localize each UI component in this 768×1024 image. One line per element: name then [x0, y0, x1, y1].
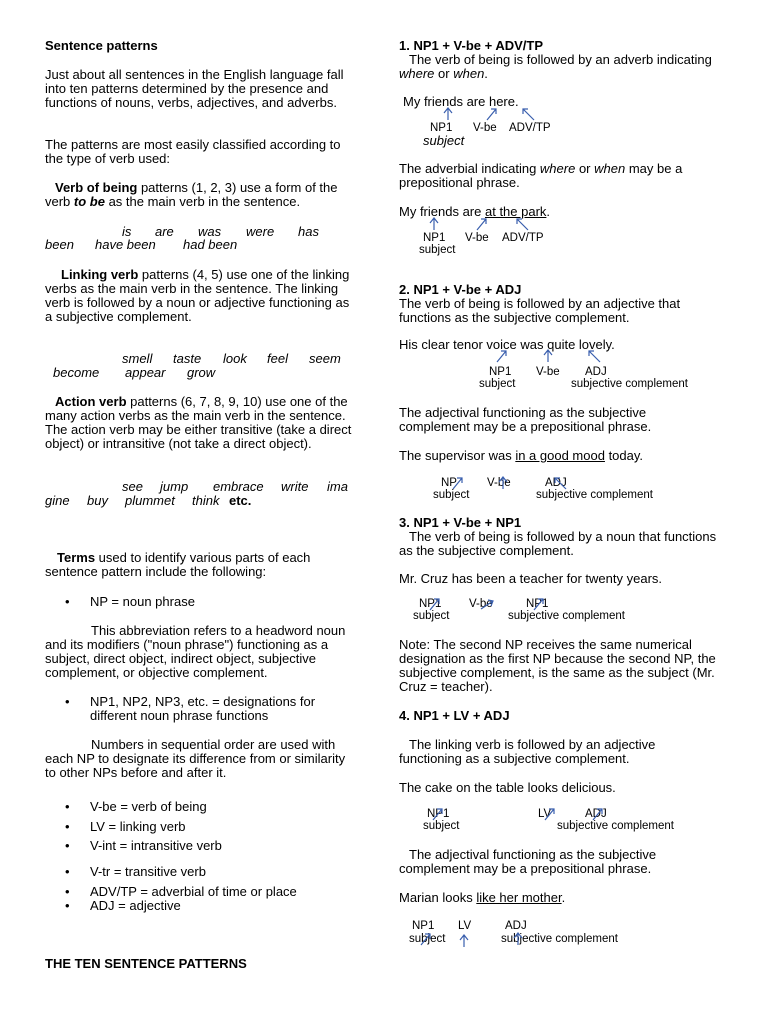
label-subject: subject — [409, 933, 446, 945]
arrow-up-icon — [530, 597, 548, 611]
label-lv: LV — [538, 808, 552, 820]
abbrev-bullet-item: • ADV/TP = adverbial of time or place — [65, 884, 297, 899]
np-explain-paragraph: This abbreviation refers to a headword noun and its modifiers ("noun phrase") functioning as a subject, direct object, indirect object, subjective complement, or objective complement. — [45, 623, 346, 680]
label-subjective-complement: subjective complement — [501, 933, 618, 945]
arrow-up-icon — [494, 476, 512, 490]
abbrev-bullet-item: • V-tr = transitive verb — [65, 864, 206, 879]
pattern-3-note: Note: The second NP receives the same numerical designation as the first NP because the second NP, the subjective complement, is the same as the subject (Mr. Cruz = teacher). — [399, 637, 716, 694]
arrow-up-icon — [449, 476, 467, 490]
label-subjective-complement: subjective complement — [571, 378, 688, 390]
action-verb-term: Action verb — [55, 394, 127, 409]
label-subject: subject — [419, 244, 456, 256]
pattern-4-title: 4. NP1 + LV + ADJ — [399, 708, 510, 723]
label-np1: NP1 — [526, 598, 549, 610]
arrow-up-icon — [427, 807, 450, 821]
pattern-4-description: The linking verb is followed by an adjective functioning as a subjective complement. — [399, 737, 656, 766]
pattern-1-description: The verb of being is followed by an adverb indicating where or when. — [399, 52, 712, 81]
label-v-be: V-be — [465, 232, 489, 244]
label-np1: NP1 — [419, 598, 442, 610]
pattern-3-example: Mr. Cruz has been a teacher for twenty years. — [399, 571, 663, 586]
label-subjective-complement: subjective complement — [536, 489, 653, 501]
label-subjective-complement: subjective complement — [508, 610, 625, 622]
label-subject: subject — [423, 820, 460, 832]
arrow-up-icon — [417, 932, 435, 946]
linking-verb-paragraph: Linking verb patterns (4, 5) use one of the linking verbs as the main verb in the sentence. The linking verb is followed by a noun or adjective functioning as a subjective complement. — [45, 267, 350, 324]
arrow-up-icon — [439, 107, 457, 121]
arrow-up-icon — [585, 349, 603, 363]
arrow-up-icon — [509, 932, 527, 946]
pattern-2-note: The adjectival functioning as the subjective complement may be a prepositional phrase. — [399, 405, 652, 434]
pattern-4-example-1: The cake on the table looks delicious. — [399, 780, 616, 795]
ten-patterns-heading: THE TEN SENTENCE PATTERNS — [45, 956, 247, 971]
verb-of-being-paragraph: Verb of being patterns (1, 2, 3) use a form of the verb to be as the main verb in the sentence. — [45, 180, 338, 209]
arrow-up-icon — [513, 217, 531, 231]
arrow-up-icon — [551, 476, 569, 490]
label-np1: NP1 — [427, 808, 450, 820]
label-v-be: V-be — [473, 122, 497, 134]
pattern-1-note: The adverbial indicating where or when may be a prepositional phrase. — [399, 161, 683, 190]
classified-paragraph: The patterns are most easily classified according to the type of verb used: — [45, 137, 341, 166]
abbrev-bullet-item: • ADJ = adjective — [65, 898, 181, 913]
label-np: NP — [441, 477, 457, 489]
pattern-1-example-1: My friends are here. — [403, 94, 519, 109]
arrow-up-icon — [483, 107, 501, 121]
abbrev-bullet-item: • V-be = verb of being — [65, 799, 207, 814]
label-adv-tp: ADV/TP — [502, 232, 544, 244]
pattern-3-title: 3. NP1 + V-be + NP1 — [399, 515, 522, 530]
bullet-dot: • — [65, 694, 70, 709]
pattern-2-description: The verb of being is followed by an adjective that functions as the subjective complement. — [399, 296, 681, 325]
label-np1: NP1 — [423, 232, 446, 244]
arrow-up-icon — [519, 107, 537, 121]
arrow-up-icon — [541, 807, 559, 821]
label-adj: ADJ — [545, 477, 567, 489]
label-subject: subject — [479, 378, 516, 390]
label-adj: ADJ — [585, 366, 607, 378]
np-num-bullet-item: • NP1, NP2, NP3, etc. = designations for different noun phrase functions — [65, 694, 316, 723]
np-bullet-item: • NP = noun phrase — [65, 594, 195, 609]
pattern-1-title: 1. NP1 + V-be + ADV/TP — [399, 38, 544, 53]
pattern-3-description: The verb of being is followed by a noun that functions as the subjective complement. — [399, 529, 717, 558]
terms-term: Terms — [57, 550, 96, 565]
label-v-be: V-be — [469, 598, 493, 610]
arrow-up-icon — [455, 934, 473, 948]
abbrev-bullet-item: • LV = linking verb — [65, 819, 186, 834]
pattern-2-example-1: His clear tenor voice was quite lovely. — [399, 337, 615, 352]
pattern-4-example-2: Marian looks like her mother. — [399, 890, 566, 905]
arrow-up-icon — [479, 597, 497, 611]
arrow-up-icon — [426, 597, 444, 611]
label-adj: ADJ — [585, 808, 607, 820]
arrow-up-icon — [539, 349, 557, 363]
linking-verb-term: Linking verb — [61, 267, 139, 282]
pattern-2-title: 2. NP1 + V-be + ADJ — [399, 282, 522, 297]
pattern-4-note: The adjectival functioning as the subjective complement may be a prepositional phrase. — [399, 847, 657, 876]
etc-label: etc. — [229, 493, 252, 508]
verb-of-being-term: Verb of being — [55, 180, 138, 195]
np-num-explain-paragraph: Numbers in sequential order are used with each NP to designate its difference from or similarity to other NPs before and after it. — [45, 737, 346, 780]
arrow-up-icon — [473, 217, 491, 231]
pattern-2-example-2: The supervisor was in a good mood today. — [399, 448, 644, 463]
label-subject: subject — [423, 133, 465, 148]
action-verb-paragraph: Action verb patterns (6, 7, 8, 9, 10) use one of the many action verbs as the main verb in the sentence. The action verb may be either transitive (take a direct object) or intransitive (not take a direct object). — [45, 394, 352, 451]
pattern-1-example-2: My friends are at the park. — [399, 204, 551, 219]
abbrev-bullet-item: • V-int = intransitive verb — [65, 838, 222, 853]
arrow-up-icon — [425, 217, 443, 231]
label-v-be: V-be — [487, 477, 511, 489]
intro-paragraph: Just about all sentences in the English language fall into ten patterns determined by the presence and functions of nouns, verbs, adjectives, and adverbs. — [45, 67, 344, 110]
label-subjective-complement: subjective complement — [557, 820, 674, 832]
bullet-dot: • — [65, 594, 70, 609]
terms-paragraph: Terms used to identify various parts of each sentence pattern include the following: — [45, 550, 311, 579]
arrow-up-icon — [589, 807, 607, 821]
label-np1: NP1 — [489, 366, 512, 378]
label-subject: subject — [413, 610, 450, 622]
arrow-up-icon — [493, 349, 511, 363]
label-v-be: V-be — [536, 366, 560, 378]
label-np1: NP1 — [430, 122, 453, 134]
label-lv: LV — [458, 920, 472, 932]
label-subject: subject — [433, 489, 470, 501]
to-be-term: to be — [73, 194, 105, 209]
label-np1: NP1 — [412, 920, 435, 932]
section-heading: Sentence patterns — [45, 38, 158, 53]
label-adj: ADJ — [505, 920, 527, 932]
label-adv-tp: ADV/TP — [509, 122, 551, 134]
